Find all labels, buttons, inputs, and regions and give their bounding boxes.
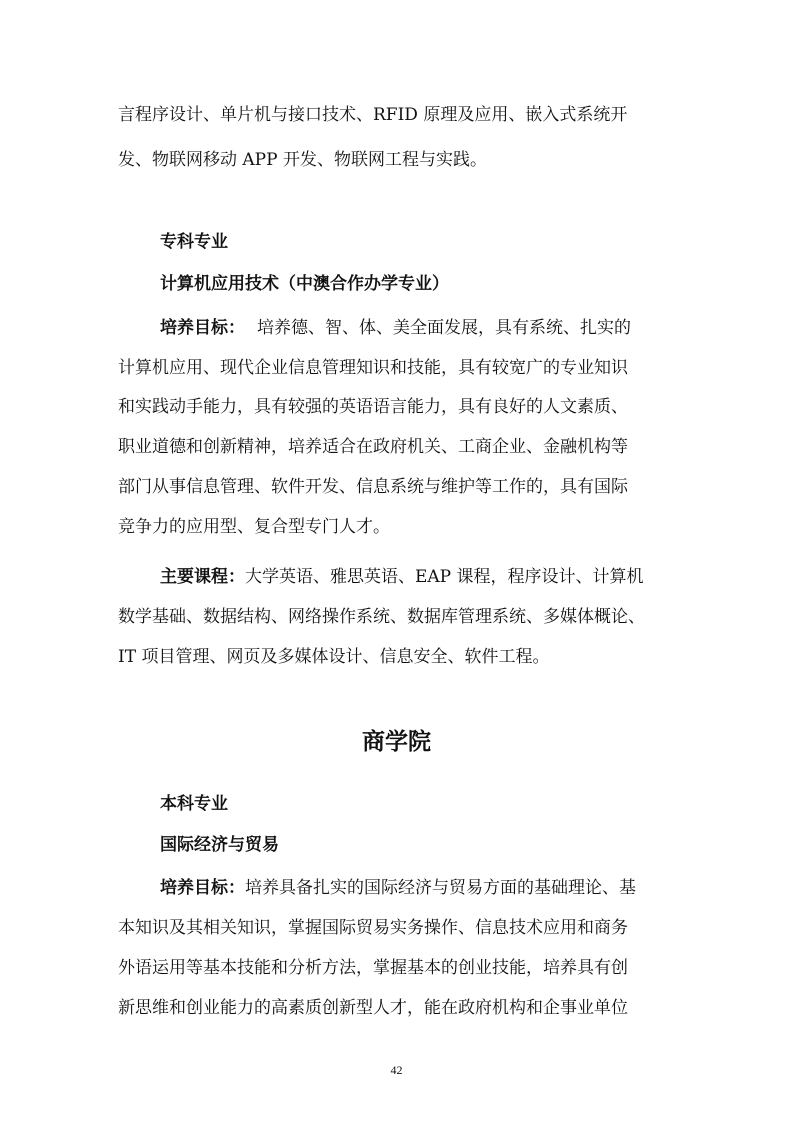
courses-line: IT 项目管理、网页及多媒体设计、信息安全、软件工程。 [118, 647, 550, 667]
courses-paragraph-first-line [160, 566, 644, 589]
major-title: 计算机应用技术（中澳合作办学专业） [160, 274, 449, 294]
college-heading: 商学院 [362, 729, 431, 755]
goal-line: 竞争力的应用型、复合型专门人才。 [118, 517, 390, 537]
goal-text: 培养具备扎实的国际经济与贸易方面的基础理论、基 [245, 878, 636, 898]
goal-line: 外语运用等基本技能和分析方法，掌握基本的创业技能，培养具有创 [118, 958, 628, 978]
goal-label: 培养目标： [160, 318, 245, 338]
courses-label: 主要课程： [160, 567, 245, 587]
goal-line: 本知识及其相关知识，掌握国际贸易实务操作、信息技术应用和商务 [118, 918, 628, 938]
major-title: 国际经济与贸易 [160, 835, 279, 855]
paragraph-line: 发、物联网移动 APP 开发、物联网工程与实践。 [118, 150, 487, 170]
goal-line: 计算机应用、现代企业信息管理知识和技能，具有较宽广的专业知识 [118, 358, 628, 378]
goal-line: 部门从事信息管理、软件开发、信息系统与维护等工作的，具有国际 [118, 477, 628, 497]
goal-label: 培养目标： [160, 878, 245, 898]
paragraph-line: 言程序设计、单片机与接口技术、RFID 原理及应用、嵌入式系统开 [118, 105, 628, 125]
courses-text: 大学英语、雅思英语、EAP 课程，程序设计、计算机 [245, 567, 644, 587]
goal-text: 培养德、智、体、美全面发展，具有系统、扎实的 [257, 318, 631, 338]
goal-paragraph-first-line [160, 317, 631, 340]
page-number: 42 [390, 1063, 403, 1077]
goal-line: 和实践动手能力，具有较强的英语语言能力，具有良好的人文素质、 [118, 397, 628, 417]
section-category-heading: 专科专业 [160, 232, 228, 252]
goal-line: 新思维和创业能力的高素质创新型人才，能在政府机构和企事业单位 [118, 998, 628, 1018]
section-category-heading: 本科专业 [160, 794, 228, 814]
goal-paragraph-first-line [160, 877, 636, 900]
courses-line: 数学基础、数据结构、网络操作系统、数据库管理系统、多媒体概论、 [118, 607, 645, 627]
goal-line: 职业道德和创新精神，培养适合在政府机关、工商企业、金融机构等 [118, 437, 628, 457]
